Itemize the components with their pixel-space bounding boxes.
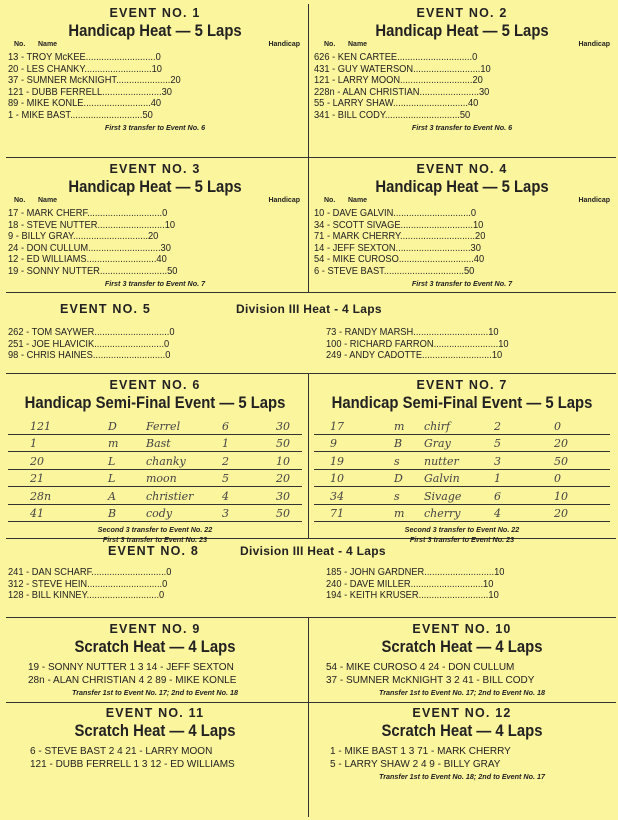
scratch-line: 5 - LARRY SHAW 2 4 9 - BILLY GRAY xyxy=(330,759,501,770)
event-subtitle: Scratch Heat — 4 Laps xyxy=(381,638,543,656)
entry-row: 37 - SUMNER McKNIGHT.....................20 xyxy=(8,75,181,87)
transfer-note: Second 3 transfer to Event No. 22 xyxy=(404,525,520,534)
event-3 xyxy=(8,162,302,288)
event-1 xyxy=(8,6,302,132)
event-title: EVENT NO. 11 xyxy=(105,706,205,720)
transfer-note: First 3 transfer to Event No. 7 xyxy=(104,278,206,288)
event-subtitle: Handicap Heat — 5 Laps xyxy=(68,22,242,40)
transfer-note: First 3 transfer to Event No. 6 xyxy=(104,122,206,132)
scratch-line: 54 - MIKE CUROSO 4 24 - DON CULLUM xyxy=(326,662,515,673)
column-headers xyxy=(314,41,610,52)
entry-row: 1 - MIKE BAST............................50 xyxy=(8,109,153,121)
col-name: Name xyxy=(348,41,368,48)
event-title: EVENT NO. 7 xyxy=(416,378,508,392)
entry-row: 251 - JOE HLAVICIK...........................0 xyxy=(8,338,170,350)
event-4 xyxy=(314,162,610,288)
entry-row: 241 - DAN SCHARF.............................0 xyxy=(8,567,172,578)
entry-row: 17 - MARK CHERF.............................0 xyxy=(8,208,168,219)
event-11 xyxy=(8,706,302,771)
event-subtitle: Handicap Heat — 5 Laps xyxy=(375,22,549,40)
event-subtitle: Handicap Semi-Final Event — 5 Laps xyxy=(24,394,286,412)
event-title: EVENT NO. 12 xyxy=(412,706,512,720)
transfer-note: Transfer 1st to Event No. 18; 2nd to Event No. 17 xyxy=(378,772,546,781)
event-title: EVENT NO. 4 xyxy=(416,162,508,176)
scratch-line: 1 - MIKE BAST 1 3 71 - MARK CHERRY xyxy=(330,746,511,757)
event-7 xyxy=(314,378,610,544)
transfer-note: First 3 transfer to Event No. 23 xyxy=(102,535,208,544)
scratch-line: 37 - SUMNER McKNIGHT 3 2 41 - BILL CODY xyxy=(326,675,535,686)
scratch-line: 121 - DUBB FERRELL 1 3 12 - ED WILLIAMS xyxy=(30,759,235,770)
event-title: EVENT NO. 8 xyxy=(108,544,199,558)
event-12 xyxy=(314,706,610,781)
event-title: EVENT NO. 3 xyxy=(109,162,201,176)
event-subtitle: Handicap Heat — 5 Laps xyxy=(375,178,549,196)
divider xyxy=(6,702,616,703)
event-subtitle: Scratch Heat — 4 Laps xyxy=(381,722,543,740)
entry-row: 12 - ED WILLIAMS...........................40 xyxy=(8,254,167,266)
col-no: No. xyxy=(14,197,26,204)
event-title: EVENT NO. 5 xyxy=(60,302,151,316)
transfer-note: Second 3 transfer to Event No. 22 xyxy=(97,525,213,534)
entry-row: 34 - SCOTT SIVAGE............................10 xyxy=(314,219,484,231)
entry-row: 240 - DAVE MILLER............................10 xyxy=(326,578,494,590)
event-8 xyxy=(8,542,610,602)
entry-row: 19 - SONNY NUTTER..........................50 xyxy=(8,265,178,277)
entry-row: 249 - ANDY CADOTTE...........................10 xyxy=(326,350,503,362)
divider xyxy=(6,292,616,293)
column-divider xyxy=(308,4,309,157)
col-handicap: Handicap xyxy=(578,41,610,48)
column-headers xyxy=(8,41,302,52)
event-title: EVENT NO. 2 xyxy=(416,6,508,20)
event-10 xyxy=(314,622,610,697)
transfer-note: First 3 transfer to Event No. 7 xyxy=(411,278,513,288)
col-name: Name xyxy=(348,197,368,204)
col-no: No. xyxy=(324,41,336,48)
divider xyxy=(6,157,616,158)
semi-final-row: 9 B Gray 5 20 xyxy=(314,435,610,453)
entry-row: 13 - TROY McKEE...........................0 xyxy=(8,52,161,63)
column-divider xyxy=(308,617,309,817)
entry-row: 89 - MIKE KONLE..........................40 xyxy=(8,98,162,110)
transfer-note: First 3 transfer to Event No. 6 xyxy=(411,122,513,132)
entry-row: 6 - STEVE BAST...............................50 xyxy=(314,265,475,277)
semi-final-row: 10 D Galvin 1 0 xyxy=(314,470,610,488)
column-divider xyxy=(308,157,309,292)
event-subtitle: Division III Heat - 4 Laps xyxy=(240,544,386,558)
entry-row: 262 - TOM SAYWER.............................0 xyxy=(8,327,175,338)
divider xyxy=(6,373,616,374)
transfer-note: Transfer 1st to Event No. 17; 2nd to Event No. 18 xyxy=(378,688,546,697)
event-6 xyxy=(8,378,302,544)
col-no: No. xyxy=(324,197,336,204)
semi-final-row: 20 L chanky 2 10 xyxy=(8,452,302,470)
event-subtitle: Handicap Heat — 5 Laps xyxy=(68,178,242,196)
semi-final-row: 19 s nutter 3 50 xyxy=(314,452,610,470)
entry-row: 9 - BILLY GRAY.............................20 xyxy=(8,231,159,243)
divider xyxy=(6,617,616,618)
event-title: EVENT NO. 6 xyxy=(109,378,201,392)
semi-final-row: 71 m cherry 4 20 xyxy=(314,505,610,523)
transfer-note: First 3 transfer to Event No. 23 xyxy=(409,535,515,544)
entry-row: 14 - JEFF SEXTON.............................30 xyxy=(314,242,481,254)
entry-row: 100 - RICHARD FARRON.........................10 xyxy=(326,338,509,350)
event-title: EVENT NO. 9 xyxy=(109,622,201,636)
column-divider xyxy=(308,373,309,538)
entry-row: 98 - CHRIS HAINES............................0 xyxy=(8,350,171,362)
semi-final-row: 1 m Bast 1 50 xyxy=(8,435,302,453)
semi-final-row: 17 m chirf 2 0 xyxy=(314,417,610,435)
col-handicap: Handicap xyxy=(578,197,610,204)
col-handicap: Handicap xyxy=(268,41,300,48)
entry-row: 121 - LARRY MOON............................20 xyxy=(314,75,483,87)
entry-row: 55 - LARRY SHAW.............................40 xyxy=(314,98,479,110)
entry-row: 73 - RANDY MARSH.............................10 xyxy=(326,327,499,338)
entry-row: 341 - BILL CODY.............................50 xyxy=(314,109,471,121)
entry-row: 121 - DUBB FERRELL.......................30 xyxy=(8,86,172,98)
event-title: EVENT NO. 1 xyxy=(109,6,201,20)
entry-row: 626 - KEN CARTEE.............................0 xyxy=(314,52,478,63)
semi-final-row: 34 s Sivage 6 10 xyxy=(314,487,610,505)
col-handicap: Handicap xyxy=(268,197,300,204)
entry-row: 228n - ALAN CHRISTIAN.......................30 xyxy=(314,86,490,98)
entry-row: 128 - BILL KINNEY............................0 xyxy=(8,590,165,602)
entry-row: 20 - LES CHANKY..........................10 xyxy=(8,63,162,75)
entry-row: 431 - GUY WATERSON..........................10 xyxy=(314,63,491,75)
entry-row: 24 - DON CULLUM............................30 xyxy=(8,242,171,254)
event-subtitle: Division III Heat - 4 Laps xyxy=(236,302,382,316)
entry-row: 312 - STEVE HEIN.............................0 xyxy=(8,578,168,590)
semi-final-row: 21 L moon 5 20 xyxy=(8,470,302,488)
scratch-line: 6 - STEVE BAST 2 4 21 - LARRY MOON xyxy=(30,746,213,757)
event-subtitle: Scratch Heat — 4 Laps xyxy=(74,638,236,656)
event-2 xyxy=(314,6,610,132)
scratch-line: 19 - SONNY NUTTER 1 3 14 - JEFF SEXTON xyxy=(28,662,234,673)
column-headers xyxy=(8,197,302,208)
event-title: EVENT NO. 10 xyxy=(412,622,512,636)
entry-row: 54 - MIKE CUROSO.............................40 xyxy=(314,254,485,266)
entry-row: 71 - MARK CHERRY.............................20 xyxy=(314,231,486,243)
col-name: Name xyxy=(38,197,58,204)
semi-final-row: 41 B cody 3 50 xyxy=(8,505,302,523)
event-9 xyxy=(8,622,302,697)
col-no: No. xyxy=(14,41,26,48)
semi-final-row: 121 D Ferrel 6 30 xyxy=(8,417,302,435)
event-subtitle: Scratch Heat — 4 Laps xyxy=(74,722,236,740)
col-name: Name xyxy=(38,41,58,48)
event-subtitle: Handicap Semi-Final Event — 5 Laps xyxy=(331,394,593,412)
scratch-line: 28n - ALAN CHRISTIAN 4 2 89 - MIKE KONLE xyxy=(28,675,237,686)
transfer-note: Transfer 1st to Event No. 17; 2nd to Event No. 18 xyxy=(71,688,239,697)
entry-row: 18 - STEVE NUTTER..........................10 xyxy=(8,219,176,231)
semi-final-row: 28n A christier 4 30 xyxy=(8,487,302,505)
entry-row: 185 - JOHN GARDNER...........................10 xyxy=(326,567,505,578)
entry-row: 10 - DAVE GALVIN..............................0 xyxy=(314,208,477,219)
column-headers xyxy=(314,197,610,208)
entry-row: 194 - KEITH KRUSER...........................10 xyxy=(326,590,499,602)
event-5 xyxy=(8,298,610,362)
